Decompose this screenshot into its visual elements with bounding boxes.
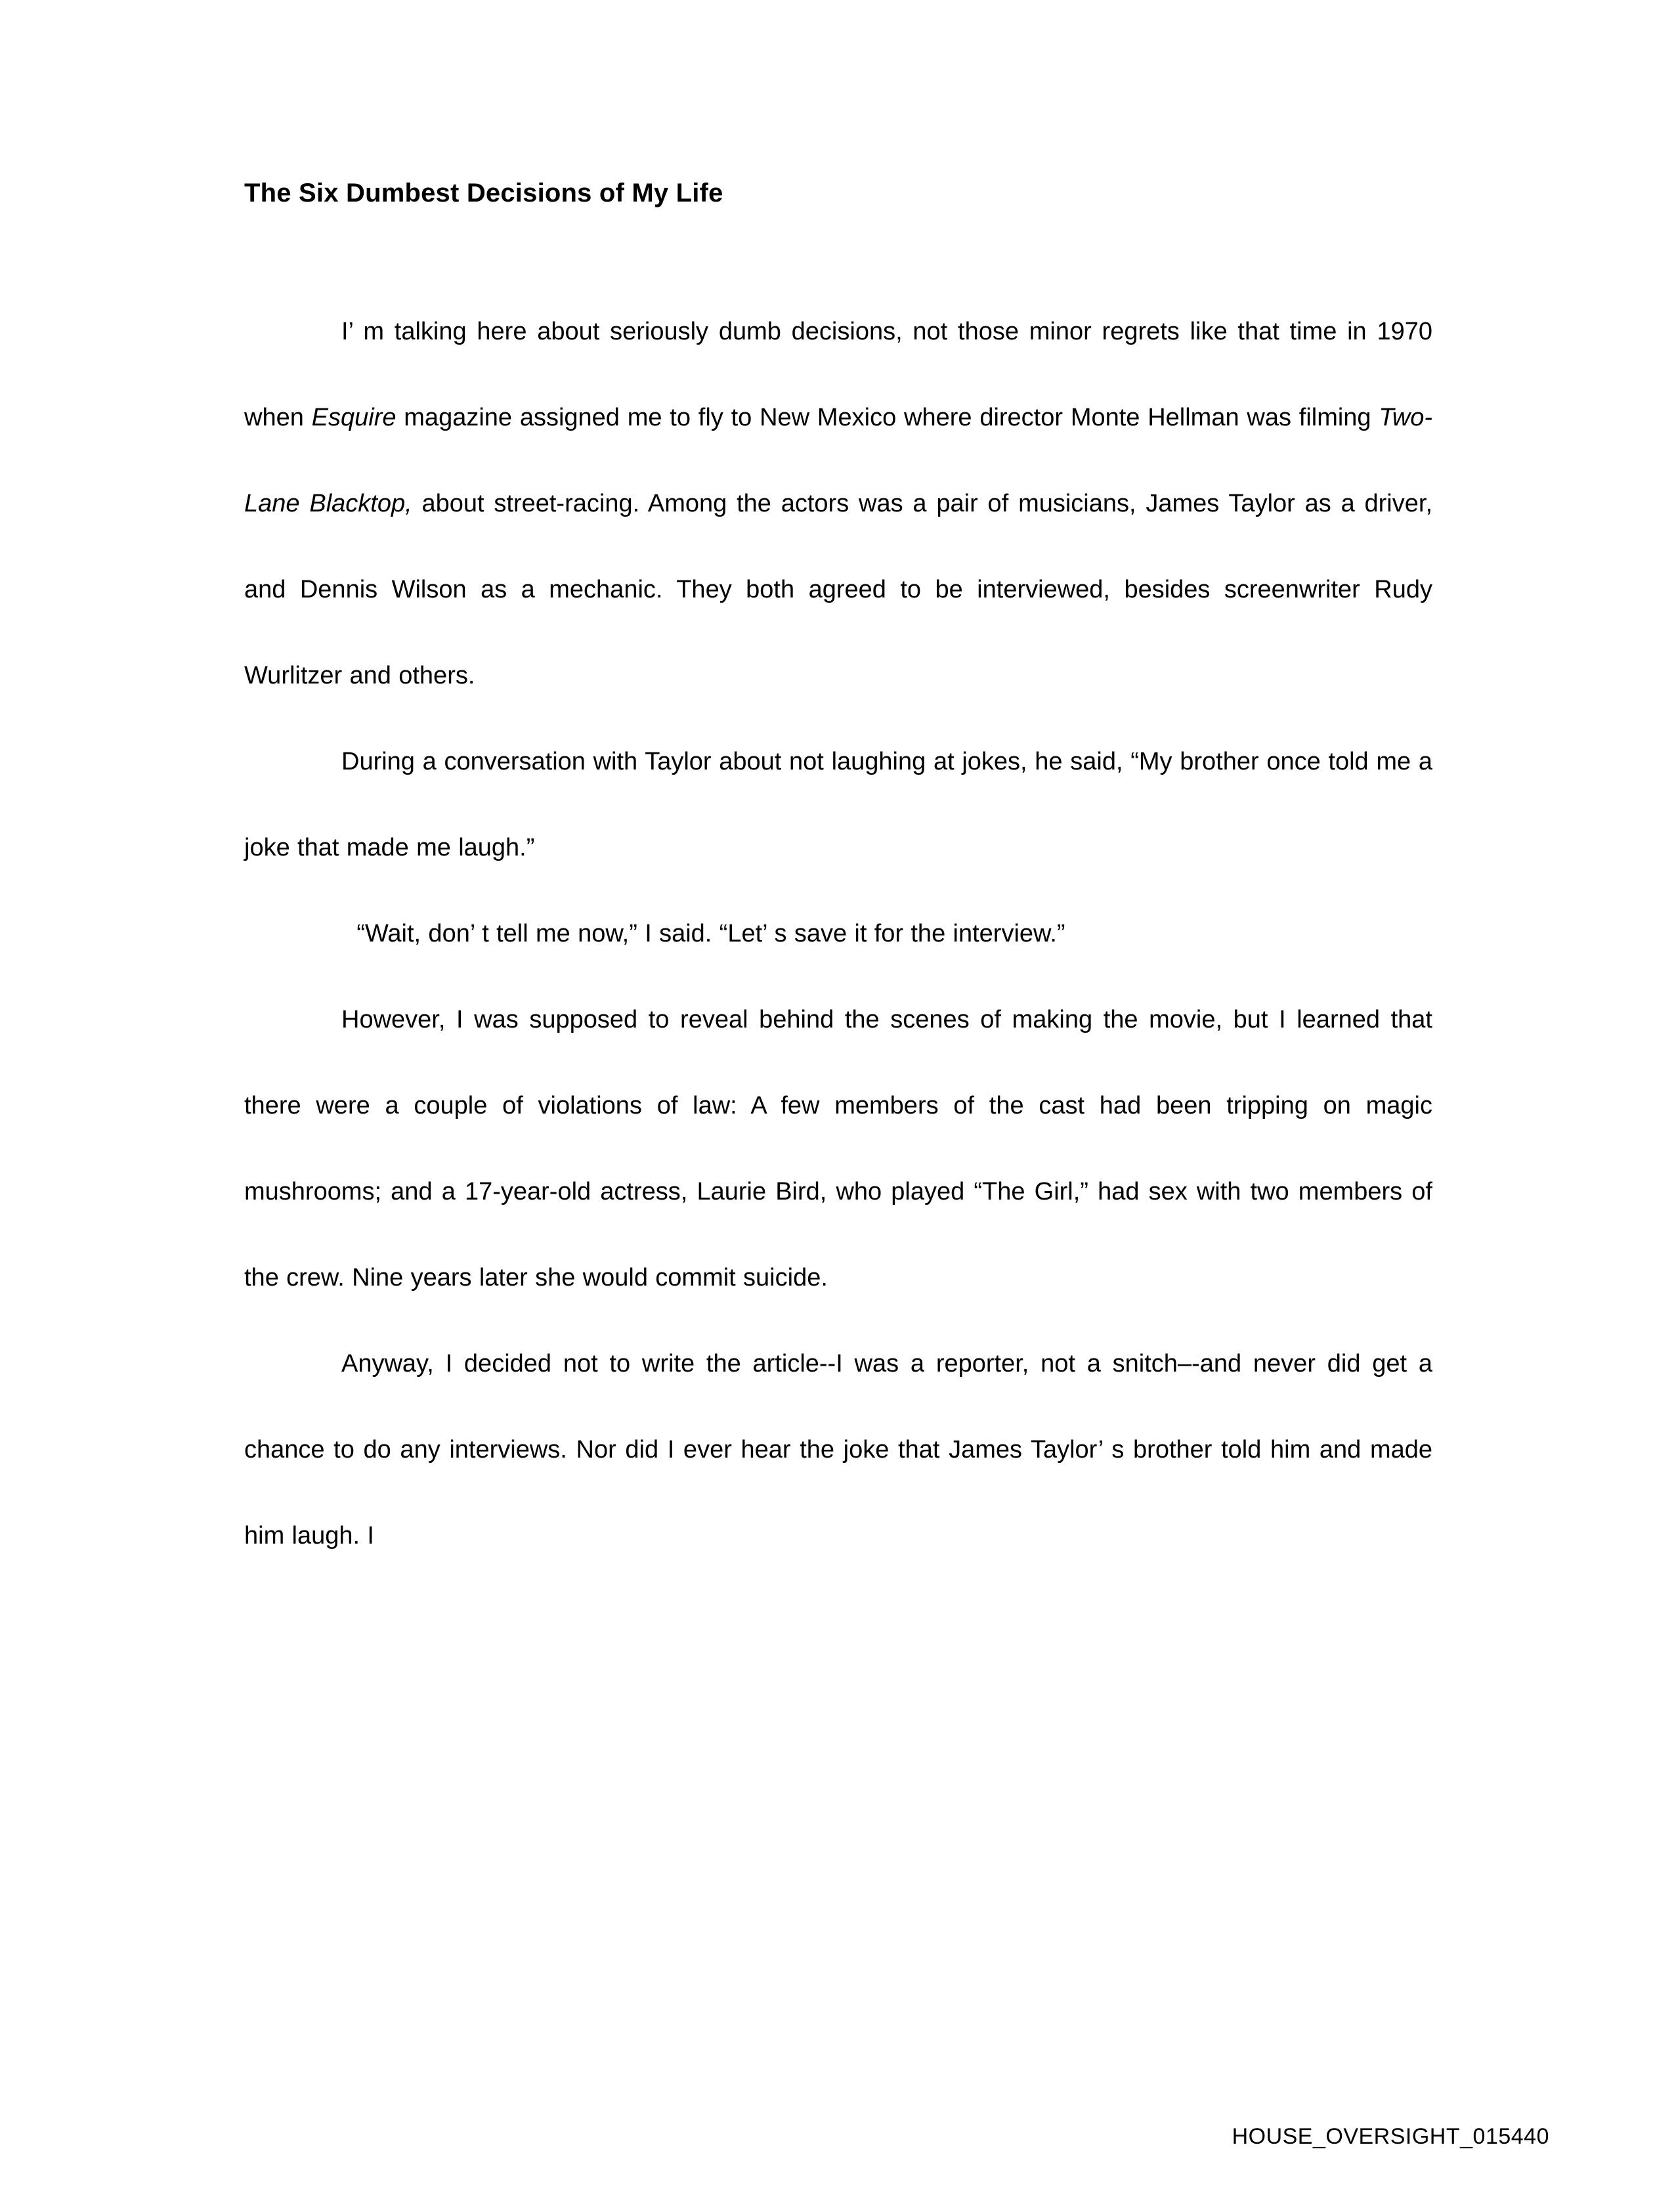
paragraph-1 <box>244 289 1432 719</box>
paragraph-5-text: Anyway, I decided not to write the article--I was a reporter, not a snitch–-and never did get a chance to do any interviews. Nor did I ever hear the joke that James Taylor’ s brother told him and made him laugh. I <box>244 1350 1432 1550</box>
page-title: The Six Dumbest Decisions of My Life <box>244 179 723 207</box>
paragraph-2 <box>244 719 1432 891</box>
paragraph-2-text: During a conversation with Taylor about not laughing at jokes, he said, “My brother once told me a joke that made me laugh.” <box>244 748 1432 861</box>
paragraph-5 <box>244 1321 1432 1579</box>
italic-title-esquire: Esquire <box>311 404 397 431</box>
document-body <box>244 176 1432 1579</box>
paragraph-4-text: However, I was supposed to reveal behind the scenes of making the movie, but I learned that there were a couple of violations of law: A few members of the cast had been tripping on magic mushrooms; and a 17-year-old actress, Laurie Bird, who played “The Girl,” had sex with two members of the crew. Nine years later she would commit suicide. <box>244 1006 1432 1291</box>
paragraph-4 <box>244 977 1432 1321</box>
paragraph-3-text: “Wait, don’ t tell me now,” I said. “Let’ s save it for the interview.” <box>349 920 1065 947</box>
paragraph-1-text: I’ m talking here about seriously dumb decisions, not those minor regrets like that time in 1970 when Esquire magazine assigned me to fly to New Mexico where director Monte Hellman was filming Two-Lane Blacktop, about street-racing. Among the actors was a pair of musicians, James Taylor as a driver, and Dennis Wilson as a mechanic. They both agreed to be interviewed, besides screenwriter Rudy Wurlitzer and others. <box>244 318 1432 689</box>
bates-stamp: HOUSE_OVERSIGHT_015440 <box>1232 2124 1549 2149</box>
italic-title-two-lane-blacktop: Two-Lane Blacktop, <box>244 404 1432 517</box>
paragraph-3 <box>244 891 1432 977</box>
